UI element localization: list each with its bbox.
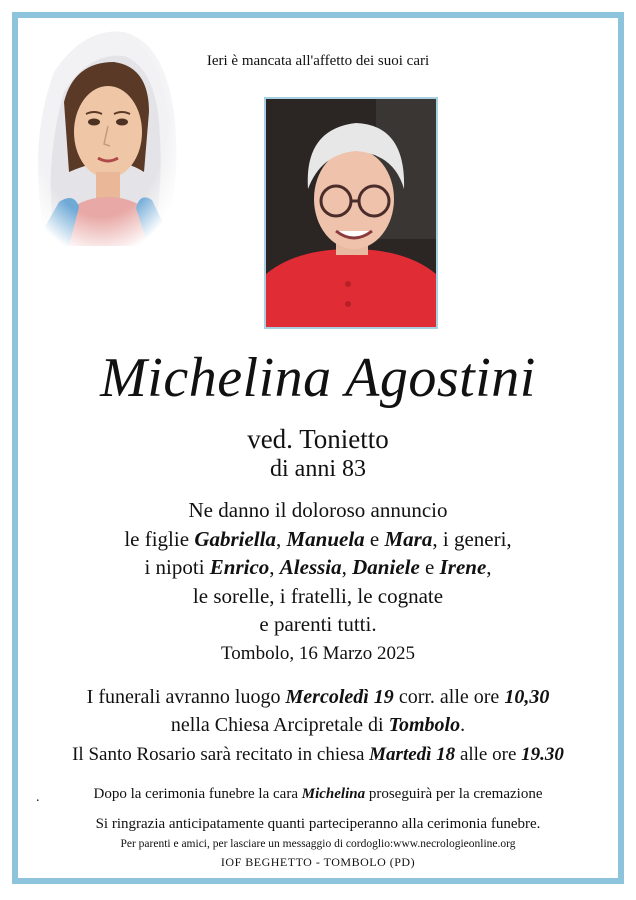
widow-of: ved. Tonietto — [247, 424, 389, 454]
rosary-info: Il Santo Rosario sarà recitato in chiesa Martedì 18 alle ore 19.30 — [72, 744, 564, 765]
announce-line-1: Ne danno il doloroso annuncio — [188, 498, 448, 522]
funeral-time: 10,30 — [504, 686, 550, 708]
age: di anni 83 — [270, 456, 366, 482]
thanks-note: Si ringrazia anticipatamente quanti parteciperanno alla cerimonia funebre. — [95, 816, 541, 832]
grandchild-name: Daniele — [352, 555, 420, 579]
funeral-line-1: I funerali avranno luogo Mercoledì 19 corr. alle ore 10,30 — [86, 686, 550, 708]
grandchild-name: Enrico — [209, 555, 270, 579]
daughter-name: Manuela — [286, 526, 365, 551]
deceased-name: Michelina Agostini — [100, 347, 536, 409]
announce-line-2: le figlie Gabriella, Manuela e Mara, i generi, — [124, 526, 512, 551]
announcement — [0, 496, 636, 639]
daughter-name: Mara — [384, 526, 433, 551]
announce-line-3: i nipoti Enrico, Alessia, Daniele e Irene, — [144, 555, 492, 579]
announce-line-5: e parenti tutti. — [259, 612, 377, 636]
stray-dot: . — [36, 790, 40, 805]
funeral-line-2: nella Chiesa Arcipretale di Tombolo. — [170, 714, 466, 736]
intro-line: Ieri è mancata all'affetto dei suoi cari — [206, 53, 430, 69]
contact-note: Per parenti e amici, per lasciare un messaggio di cordoglio:www.necrologieonline.org — [120, 838, 516, 850]
grandchild-name: Alessia — [279, 555, 342, 579]
daughter-name: Gabriella — [194, 526, 276, 551]
portrait-photo — [264, 97, 438, 329]
rosary-day: Martedì 18 — [369, 744, 456, 765]
funeral-agency: IOF BEGHETTO - TOMBOLO (PD) — [220, 855, 416, 869]
rosary-time: 19.30 — [521, 744, 564, 765]
funeral-day: Mercoledì 19 — [285, 686, 394, 708]
cremation-name: Michelina — [301, 786, 366, 802]
announce-line-4: le sorelle, i fratelli, le cognate — [192, 583, 444, 608]
grandchild-name: Irene — [439, 555, 487, 579]
cremation-note: Dopo la cerimonia funebre la cara Michelina proseguirà per la cremazione — [93, 786, 543, 802]
place-date: Tombolo, 16 Marzo 2025 — [221, 643, 415, 664]
funeral-info — [0, 683, 636, 739]
funeral-town: Tombolo — [388, 714, 461, 736]
